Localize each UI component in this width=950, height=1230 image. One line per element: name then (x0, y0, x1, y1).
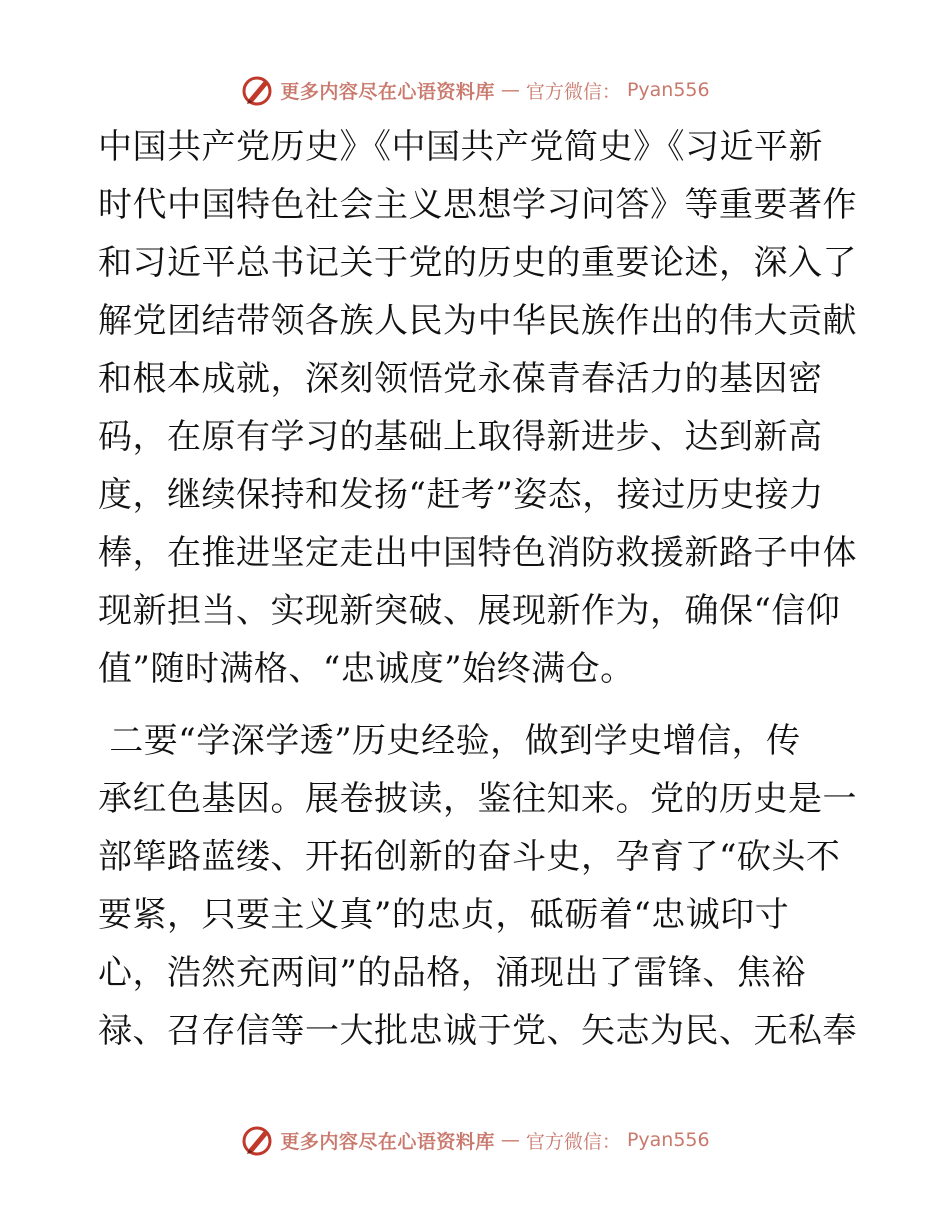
text-line: 解党团结带领各族人民为中华民族作出的伟大贡献 (98, 301, 857, 341)
text-line: 二要“学深学透”历史经验，做到学史增信，传 (98, 721, 801, 761)
header-watermark (0, 70, 950, 110)
text-line: 度，继续保持和发扬“赶考”姿态，接过历史接力 (98, 475, 824, 515)
paragraph-2 (98, 712, 857, 1060)
text-line: 码，在原有学习的基础上取得新进步、达到新高 (98, 417, 823, 457)
text-line: 值”随时满格、“忠诚度”始终满仓。 (98, 649, 635, 689)
header-wechat-id: Pyan556 (626, 79, 710, 101)
header-separator: — (500, 79, 520, 101)
text-line: 禄、召存信等一大批忠诚于党、矢志为民、无私奉 (98, 1011, 857, 1051)
header-wechat-label: 官方微信： (525, 80, 621, 103)
text-line: 棒，在推进坚定走出中国特色消防救援新路子中体 (98, 533, 857, 573)
footer-wechat-id: Pyan556 (626, 1129, 710, 1151)
footer-wechat-label: 官方微信： (525, 1130, 621, 1153)
pen-logo-icon (240, 73, 274, 107)
text-line: 中国共产党历史》《中国共产党简史》《习近平新 (98, 127, 823, 167)
text-line: 部筚路蓝缕、开拓创新的奋斗史，孕育了“砍头不 (98, 837, 841, 877)
text-line: 和习近平总书记关于党的历史的重要论述，深入了 (98, 243, 857, 283)
footer-site-name: 更多内容尽在心语资料库 (280, 1130, 495, 1153)
footer-separator: — (500, 1129, 520, 1151)
footer-watermark (0, 1120, 950, 1160)
paragraph-spacer (98, 698, 850, 712)
paragraph-1 (98, 118, 857, 698)
text-line: 现新担当、实现新突破、展现新作为，确保“信仰 (98, 591, 841, 631)
text-line: 要紧，只要主义真”的忠贞，砥砺着“忠诚印寸 (98, 895, 790, 935)
document-body (98, 118, 857, 1060)
header-site-name: 更多内容尽在心语资料库 (280, 80, 495, 103)
pen-logo-icon (240, 1123, 274, 1157)
text-line: 时代中国特色社会主义思想学习问答》等重要著作 (98, 185, 857, 225)
text-line: 和根本成就，深刻领悟党永葆青春活力的基因密 (98, 359, 823, 399)
text-line: 心，浩然充两间”的品格，涌现出了雷锋、焦裕 (98, 953, 806, 993)
text-line: 承红色基因。展卷披读，鉴往知来。党的历史是一 (98, 779, 857, 819)
